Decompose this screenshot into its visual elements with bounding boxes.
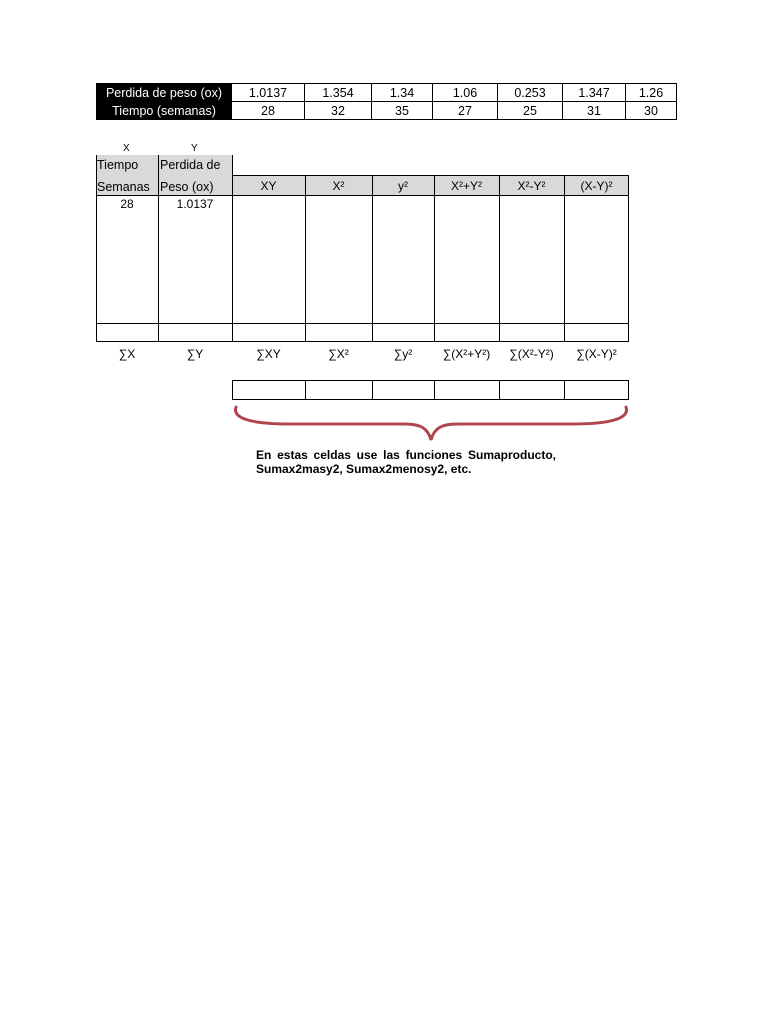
table-cell: 1.0137 xyxy=(232,84,305,102)
sum-label-x-minus-y-sq: ∑(X-Y)² xyxy=(576,347,617,361)
col-header-y2: y² xyxy=(398,179,408,193)
y-label: Y xyxy=(191,143,198,154)
col-header-x2-plus-y2: X²+Y² xyxy=(450,179,482,193)
col-header-tiempo: Tiempo xyxy=(97,158,139,172)
table-cell: 25 xyxy=(498,102,563,120)
grid-line xyxy=(232,175,629,176)
cell-x-first: 28 xyxy=(120,197,134,211)
table-cell: 1.354 xyxy=(305,84,372,102)
table-cell: 32 xyxy=(305,102,372,120)
table-cell: 0.253 xyxy=(498,84,563,102)
table-cell: 1.347 xyxy=(563,84,626,102)
curly-brace-icon xyxy=(230,404,632,444)
table-cell: 1.34 xyxy=(372,84,433,102)
grid-line xyxy=(158,155,159,342)
sum-label-x2-minus-y2: ∑(X²-Y²) xyxy=(509,347,554,361)
x-label: X xyxy=(123,143,130,154)
row-header-tiempo: Tiempo (semanas) xyxy=(97,102,232,120)
col-header-x2: X² xyxy=(332,179,345,193)
grid-line xyxy=(96,195,629,196)
grid-line xyxy=(499,175,500,342)
grid-line xyxy=(564,175,565,342)
sum-cell-x2[interactable] xyxy=(305,380,373,400)
sum-cell-y2[interactable] xyxy=(372,380,435,400)
col-header-semanas: Semanas xyxy=(97,180,150,194)
grid-line xyxy=(305,175,306,342)
cell-y-first: 1.0137 xyxy=(176,197,214,211)
sum-label-x2: ∑X² xyxy=(328,347,349,361)
sum-cell-x-minus-y-sq[interactable] xyxy=(564,380,629,400)
row-header-perdida: Perdida de peso (ox) xyxy=(97,84,232,102)
grid-line xyxy=(434,175,435,342)
grid-line xyxy=(96,341,629,342)
grid-line xyxy=(372,175,373,342)
table-cell: 27 xyxy=(433,102,498,120)
sum-cell-x2-minus-y2[interactable] xyxy=(499,380,565,400)
col-header-x2-minus-y2: X²-Y² xyxy=(517,179,546,193)
grid-line xyxy=(96,323,629,324)
col-header-perdida: Perdida de xyxy=(160,158,221,172)
table-cell: 28 xyxy=(232,102,305,120)
sum-label-y2: ∑y² xyxy=(393,347,413,361)
instruction-note: En estas celdas use las funciones Sumaproducto, Sumax2masy2, Sumax2menosy2, etc. xyxy=(256,448,556,476)
sum-label-x: ∑X xyxy=(118,347,136,361)
grid-line xyxy=(232,155,233,342)
grid-line xyxy=(96,155,97,342)
table-row xyxy=(97,84,677,102)
sum-cell-xy[interactable] xyxy=(232,380,306,400)
col-header-peso: Peso (ox) xyxy=(160,180,214,194)
table-cell: 1.06 xyxy=(433,84,498,102)
sum-label-y: ∑Y xyxy=(186,347,204,361)
sum-cell-x2-plus-y2[interactable] xyxy=(434,380,500,400)
table-cell: 31 xyxy=(563,102,626,120)
table-cell: 1.26 xyxy=(626,84,677,102)
grid-line xyxy=(628,175,629,342)
col-header-xy: XY xyxy=(260,179,277,193)
col-header-x-minus-y-sq: (X-Y)² xyxy=(580,179,613,193)
table-cell: 30 xyxy=(626,102,677,120)
table-cell: 35 xyxy=(372,102,433,120)
table-row xyxy=(97,102,677,120)
sum-label-xy: ∑XY xyxy=(256,347,281,361)
data-table xyxy=(96,83,677,120)
sum-label-x2-plus-y2: ∑(X²+Y²) xyxy=(442,347,491,361)
